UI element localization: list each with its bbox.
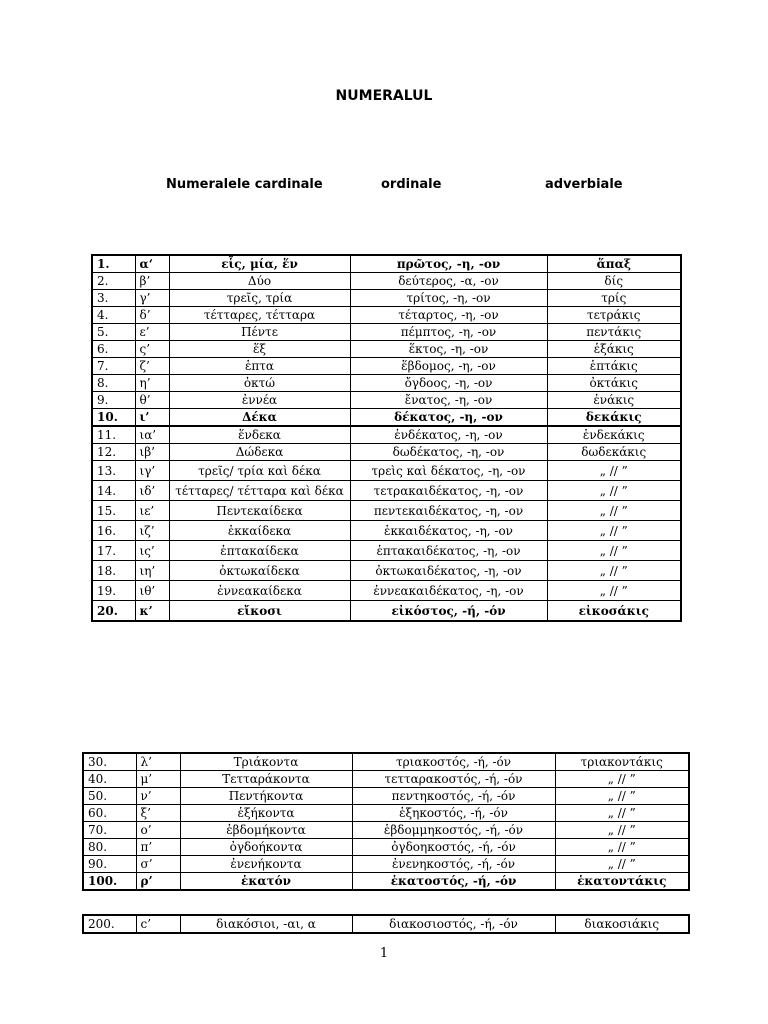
ordinal-cell: πεντεκαιδέκατος, -η, -ον (350, 501, 547, 521)
ordinal-cell: δεύτερος, -α, -ον (350, 273, 547, 290)
table-row (83, 771, 689, 788)
greek-letter-cell: ιγ’ (135, 461, 169, 481)
number-cell: 90. (83, 856, 136, 873)
table-row (92, 358, 681, 375)
table-row (92, 561, 681, 581)
ordinal-cell: ἕβδομος, -η, -ον (350, 358, 547, 375)
adverbial-cell: ἑπτάκις (547, 358, 681, 375)
greek-letter-cell: η’ (135, 375, 169, 392)
ordinal-cell: ἑκατοστός, -ή, -όν (352, 873, 555, 891)
number-cell: 3. (92, 290, 135, 307)
cardinal-cell: ὀκτώ (169, 375, 350, 392)
ordinal-cell: ἑξηκοστός, -ή, -όν (352, 805, 555, 822)
table-row (92, 461, 681, 481)
cardinal-cell: ἑξήκοντα (180, 805, 352, 822)
number-cell: 17. (92, 541, 135, 561)
cardinal-cell: ὀγδοήκοντα (180, 839, 352, 856)
adverbial-cell: „ // ” (547, 561, 681, 581)
table-row (92, 409, 681, 427)
adverbial-cell: „ // ” (555, 788, 689, 805)
column-header-ordinale: ordinale (381, 177, 442, 192)
number-cell: 10. (92, 409, 135, 427)
number-cell: 20. (92, 601, 135, 622)
cardinal-cell: ὀκτωκαίδεκα (169, 561, 350, 581)
cardinal-cell: ἐννεακαίδεκα (169, 581, 350, 601)
numerals-table-tens (82, 752, 690, 891)
ordinal-cell: διακοσιοστός, -ή, -όν (352, 915, 555, 933)
ordinal-cell: τετταρακοστός, -ή, -όν (352, 771, 555, 788)
greek-letter-cell: γ’ (135, 290, 169, 307)
ordinal-cell: ἑπτακαιδέκατος, -η, -ον (350, 541, 547, 561)
greek-letter-cell: ιζ’ (135, 521, 169, 541)
table-row (92, 273, 681, 290)
number-cell: 7. (92, 358, 135, 375)
ordinal-cell: ὀγδοηκοστός, -ή, -όν (352, 839, 555, 856)
table-row (92, 375, 681, 392)
table-row (92, 481, 681, 501)
cardinal-cell: τέτταρες, τέτταρα (169, 307, 350, 324)
number-cell: 6. (92, 341, 135, 358)
ordinal-cell: ἐνενηκοστός, -ή, -όν (352, 856, 555, 873)
greek-letter-cell: ν’ (136, 788, 180, 805)
greek-letter-cell: ιδ’ (135, 481, 169, 501)
adverbial-cell: „ // ” (555, 856, 689, 873)
ordinal-cell: πέμπτος, -η, -ον (350, 324, 547, 341)
table-row (92, 541, 681, 561)
cardinal-cell: ἕνδεκα (169, 426, 350, 444)
greek-letter-cell: ιθ’ (135, 581, 169, 601)
number-cell: 9. (92, 392, 135, 409)
cardinal-cell: ἑπτα (169, 358, 350, 375)
cardinal-cell: Πεντεκαίδεκα (169, 501, 350, 521)
cardinal-cell: εἷς, μία, ἕν (169, 255, 350, 273)
ordinal-cell: πεντηκοστός, -ή, -όν (352, 788, 555, 805)
cardinal-cell: ἐνενήκοντα (180, 856, 352, 873)
cardinal-cell: ἕξ (169, 341, 350, 358)
adverbial-cell: ἅπαξ (547, 255, 681, 273)
adverbial-cell: ἑκατοντάκις (555, 873, 689, 891)
adverbial-cell: τρίς (547, 290, 681, 307)
ordinal-cell: τρεὶς καὶ δέκατος, -η, -ον (350, 461, 547, 481)
number-cell: 18. (92, 561, 135, 581)
adverbial-cell: εἰκοσάκις (547, 601, 681, 622)
number-cell: 14. (92, 481, 135, 501)
table-row (83, 915, 689, 933)
adverbial-cell: „ // ” (547, 461, 681, 481)
numerals-table-1-to-20 (91, 254, 682, 622)
number-cell: 60. (83, 805, 136, 822)
ordinal-cell: ἑβδομμηκοστός, -ή, -όν (352, 822, 555, 839)
greek-letter-cell: μ’ (136, 771, 180, 788)
adverbial-cell: „ // ” (555, 805, 689, 822)
greek-letter-cell: ε’ (135, 324, 169, 341)
table-row (83, 788, 689, 805)
table-row (92, 444, 681, 461)
cardinal-cell: διακόσιοι, -αι, α (180, 915, 352, 933)
table-row (92, 501, 681, 521)
number-cell: 12. (92, 444, 135, 461)
cardinal-cell: Δώδεκα (169, 444, 350, 461)
number-cell: 13. (92, 461, 135, 481)
greek-letter-cell: ι’ (135, 409, 169, 427)
table-row (83, 753, 689, 771)
greek-letter-cell: ζ’ (135, 358, 169, 375)
greek-letter-cell: ια’ (135, 426, 169, 444)
table-row (92, 601, 681, 622)
adverbial-cell: δεκάκις (547, 409, 681, 427)
number-cell: 15. (92, 501, 135, 521)
table-row (83, 856, 689, 873)
adverbial-cell: πεντάκις (547, 324, 681, 341)
table-row (83, 822, 689, 839)
greek-letter-cell: ρ’ (136, 873, 180, 891)
adverbial-cell: δίς (547, 273, 681, 290)
number-cell: 16. (92, 521, 135, 541)
adverbial-cell: δωδεκάκις (547, 444, 681, 461)
column-header-adverbiale: adverbiale (545, 177, 623, 192)
adverbial-cell: ἑξάκις (547, 341, 681, 358)
table-row (92, 307, 681, 324)
greek-letter-cell: θ’ (135, 392, 169, 409)
cardinal-cell: Δύο (169, 273, 350, 290)
table-row (83, 805, 689, 822)
number-cell: 40. (83, 771, 136, 788)
number-cell: 11. (92, 426, 135, 444)
number-cell: 2. (92, 273, 135, 290)
ordinal-cell: ὄγδοος, -η, -ον (350, 375, 547, 392)
number-cell: 1. (92, 255, 135, 273)
table-row (92, 426, 681, 444)
table-row (92, 581, 681, 601)
ordinal-cell: ἑνδέκατος, -η, -ον (350, 426, 547, 444)
greek-letter-cell: ιη’ (135, 561, 169, 581)
number-cell: 100. (83, 873, 136, 891)
cardinal-cell: Τετταράκοντα (180, 771, 352, 788)
table-row (83, 873, 689, 891)
adverbial-cell: „ // ” (547, 481, 681, 501)
table-row (92, 341, 681, 358)
adverbial-cell: „ // ” (547, 541, 681, 561)
cardinal-cell: Δέκα (169, 409, 350, 427)
cardinal-cell: ἑβδομήκοντα (180, 822, 352, 839)
number-cell: 200. (83, 915, 136, 933)
ordinal-cell: τρίτος, -η, -ον (350, 290, 547, 307)
number-cell: 70. (83, 822, 136, 839)
number-cell: 5. (92, 324, 135, 341)
adverbial-cell: „ // ” (547, 501, 681, 521)
ordinal-cell: δέκατος, -η, -ον (350, 409, 547, 427)
greek-letter-cell: σ’ (136, 856, 180, 873)
greek-letter-cell: ς’ (135, 341, 169, 358)
cardinal-cell: Τριάκοντα (180, 753, 352, 771)
cardinal-cell: ἑκκαίδεκα (169, 521, 350, 541)
cardinal-cell: Πεντήκοντα (180, 788, 352, 805)
page-title: NUMERALUL (335, 88, 433, 104)
number-cell: 50. (83, 788, 136, 805)
greek-letter-cell: c’ (136, 915, 180, 933)
cardinal-cell: Πέντε (169, 324, 350, 341)
number-cell: 80. (83, 839, 136, 856)
adverbial-cell: διακοσιάκις (555, 915, 689, 933)
cardinal-cell: τέτταρες/ τέτταρα καὶ δέκα (169, 481, 350, 501)
cardinal-cell: ἑπτακαίδεκα (169, 541, 350, 561)
table-row (83, 839, 689, 856)
ordinal-cell: ἑκκαιδέκατος, -η, -ον (350, 521, 547, 541)
cardinal-cell: ἐννέα (169, 392, 350, 409)
adverbial-cell: ὀκτάκις (547, 375, 681, 392)
adverbial-cell: „ // ” (555, 839, 689, 856)
greek-letter-cell: ιε’ (135, 501, 169, 521)
adverbial-cell: „ // ” (555, 771, 689, 788)
number-cell: 19. (92, 581, 135, 601)
greek-letter-cell: λ’ (136, 753, 180, 771)
greek-letter-cell: κ’ (135, 601, 169, 622)
number-cell: 4. (92, 307, 135, 324)
ordinal-cell: ἕκτος, -η, -ον (350, 341, 547, 358)
greek-letter-cell: ξ’ (136, 805, 180, 822)
ordinal-cell: ἔνατος, -η, -ον (350, 392, 547, 409)
adverbial-cell: ἐνάκις (547, 392, 681, 409)
table-row (92, 521, 681, 541)
table-row (92, 290, 681, 307)
table-row (92, 255, 681, 273)
greek-letter-cell: α‘ (135, 255, 169, 273)
greek-letter-cell: ιβ’ (135, 444, 169, 461)
column-header-cardinale: Numeralele cardinale (166, 177, 323, 192)
adverbial-cell: τριακοντάκις (555, 753, 689, 771)
number-cell: 8. (92, 375, 135, 392)
number-cell: 30. (83, 753, 136, 771)
ordinal-cell: ἐννεακαιδέκατος, -η, -ον (350, 581, 547, 601)
ordinal-cell: τριακοστός, -ή, -όν (352, 753, 555, 771)
greek-letter-cell: δ’ (135, 307, 169, 324)
ordinal-cell: ὀκτωκαιδέκατος, -η, -ον (350, 561, 547, 581)
greek-letter-cell: ο’ (136, 822, 180, 839)
table-row (92, 324, 681, 341)
adverbial-cell: ἑνδεκάκις (547, 426, 681, 444)
adverbial-cell: „ // ” (547, 581, 681, 601)
numerals-table-hundreds (82, 914, 690, 934)
adverbial-cell: „ // ” (547, 521, 681, 541)
cardinal-cell: τρεῖς/ τρία καὶ δέκα (169, 461, 350, 481)
ordinal-cell: πρῶτος, -η, -ον (350, 255, 547, 273)
cardinal-cell: ἑκατόν (180, 873, 352, 891)
cardinal-cell: εἴκοσι (169, 601, 350, 622)
ordinal-cell: τετρακαιδέκατος, -η, -ον (350, 481, 547, 501)
ordinal-cell: τέταρτος, -η, -ον (350, 307, 547, 324)
adverbial-cell: τετράκις (547, 307, 681, 324)
cardinal-cell: τρεῖς, τρία (169, 290, 350, 307)
ordinal-cell: δωδέκατος, -η, -ον (350, 444, 547, 461)
greek-letter-cell: π’ (136, 839, 180, 856)
ordinal-cell: εἰκόστος, -ή, -όν (350, 601, 547, 622)
adverbial-cell: „ // ” (555, 822, 689, 839)
greek-letter-cell: ις’ (135, 541, 169, 561)
greek-letter-cell: β’ (135, 273, 169, 290)
page-number: 1 (379, 946, 389, 961)
table-row (92, 392, 681, 409)
